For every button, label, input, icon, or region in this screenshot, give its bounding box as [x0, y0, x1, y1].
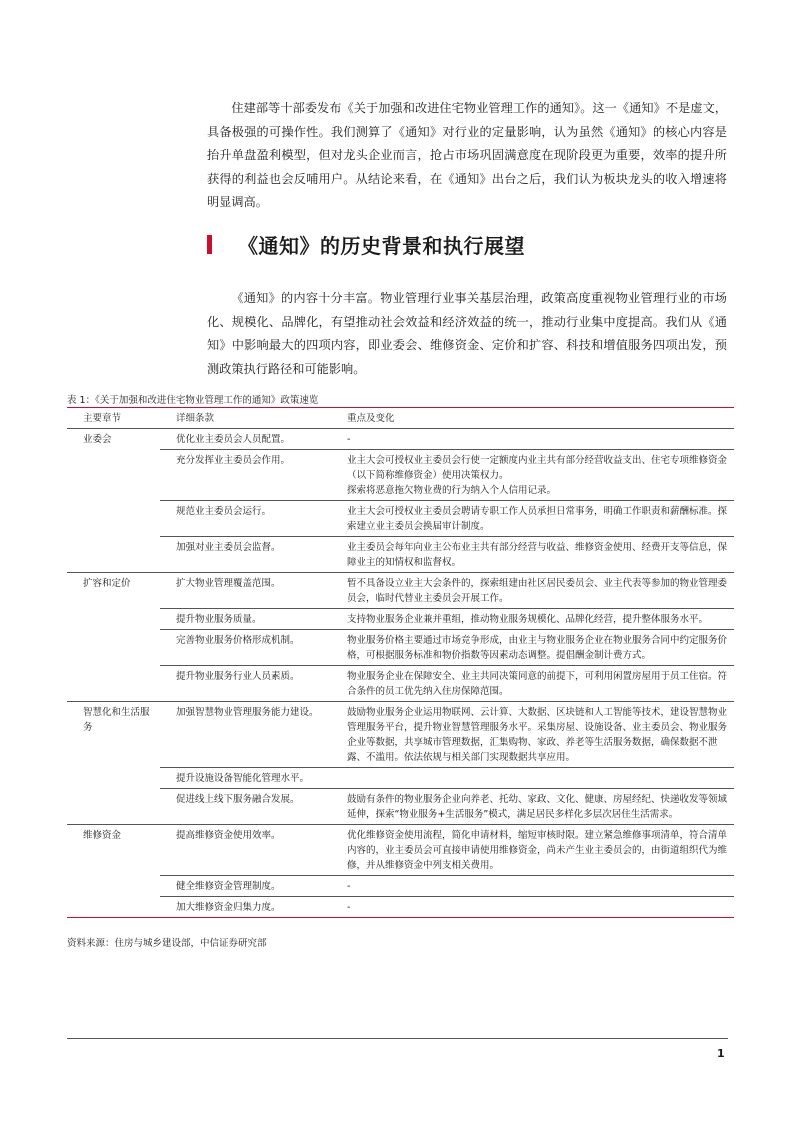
intro-paragraph: [207, 97, 727, 215]
row-clause: 完善物业服务价格形成机制。: [160, 630, 331, 666]
table-row: [67, 897, 734, 918]
intro-text: 住建部等十部委发布《关于加强和改进住宅物业管理工作的通知》。这一《通知》不是虚文，具备极强的可操作性。我们测算了《通知》对行业的定量影响，认为虽然《通知》的核心内容是抬升单盘盈利模型，但对龙头企业而言，抢占市场巩固满意度在现阶段更为重要，效率的提升所获得的利益也会反哺用户。从结论来看，在《通知》出台之后，我们认为板块龙头的收入增速将明显调高。: [207, 101, 727, 209]
row-detail: 业主大会可授权业主委员会聘请专职工作人员承担日常事务，明确工作职责和薪酬标准。探索建立业主委员会换届审计制度。: [331, 501, 734, 537]
row-detail: 鼓励物业服务企业运用物联网、云计算、大数据、区块链和人工智能等技术，建设智慧物业管理服务平台，提升物业智慧管理服务水平。采集房屋、设施设备、业主委员会、物业服务企业等数据，共享城市管理数据，汇集购物、家政、养老等生活服务数据，确保数据不泄露、不滥用。依法依规与相关部门实现数据共享应用。: [331, 702, 734, 768]
table-row: [67, 702, 734, 768]
table-header-row: [67, 408, 734, 429]
row-chapter: [67, 501, 160, 537]
row-detail: -: [331, 876, 734, 897]
row-chapter: [67, 666, 160, 702]
table-row: [67, 429, 734, 450]
footer-rule: [67, 1038, 728, 1039]
row-chapter: 智慧化和生活服务: [83, 707, 150, 733]
row-clause: 充分发挥业主委员会作用。: [160, 450, 331, 501]
row-chapter: [67, 897, 160, 918]
row-clause: 扩大物业管理覆盖范围。: [160, 573, 331, 609]
row-chapter: [67, 450, 160, 501]
row-chapter: [67, 537, 160, 573]
row-clause: 提高维修资金使用效率。: [160, 825, 331, 876]
table-row: [67, 537, 734, 573]
table-row: [67, 501, 734, 537]
table-row: [67, 789, 734, 825]
row-clause: 加强智慧物业管理服务能力建设。: [160, 702, 331, 768]
row-detail: 暂不具备设立业主大会条件的，探索组建由社区居民委员会、业主代表等参加的物业管理委员会，临时代替业主委员会开展工作。: [331, 573, 734, 609]
row-detail: -: [331, 897, 734, 918]
row-clause: 规范业主委员会运行。: [160, 501, 331, 537]
row-detail: 支持物业服务企业兼并重组，推动物业服务规模化、品牌化经营，提升整体服务水平。: [331, 609, 734, 630]
row-clause: 提升物业服务行业人员素质。: [160, 666, 331, 702]
row-detail: 物业服务价格主要通过市场竞争形成，由业主与物业服务企业在物业服务合同中约定服务价格，可根据服务标准和物价指数等因素动态调整。提倡酬金制计费方式。: [331, 630, 734, 666]
section-heading: [207, 229, 525, 259]
row-chapter: 扩容和定价: [83, 578, 131, 589]
table-row: [67, 450, 734, 501]
row-clause: 提升物业服务质量。: [160, 609, 331, 630]
header-chapter: 主要章节: [67, 408, 160, 429]
table-row: [67, 768, 734, 789]
row-detail: [331, 768, 734, 789]
table-row: [67, 573, 734, 609]
row-clause: 加强对业主委员会监督。: [160, 537, 331, 573]
row-detail: -: [331, 429, 734, 450]
row-chapter: 业委会: [83, 434, 112, 445]
header-detail: 重点及变化: [331, 408, 734, 429]
row-detail: 物业服务企业在保障安全、业主共同决策同意的前提下，可利用闲置房屋用于员工住宿。符合条件的员工优先纳入住房保障范围。: [331, 666, 734, 702]
row-chapter: [67, 630, 160, 666]
source-note: 资料来源：住房与城乡建设部，中信证券研究部: [67, 938, 267, 949]
header-clause: 详细条款: [160, 408, 331, 429]
row-detail: 优化维修资金使用流程，简化申请材料，缩短审核时限。建立紧急维修事项清单，符合清单内容的，业主委员会可直接申请使用维修资金，尚未产生业主委员会的，由街道组织代为维修，并从维修资金中列支相关费用。: [331, 825, 734, 876]
row-chapter: [67, 768, 160, 789]
row-clause: 提升设施设备智能化管理水平。: [160, 768, 331, 789]
row-detail: 业主大会可授权业主委员会行使一定额度内业主共有部分经营收益支出、住宅专项维修资金（以下简称维修资金）使用决策权力。 探索将恶意拖欠物业费的行为纳入个人信用记录。: [331, 450, 734, 501]
row-chapter: [67, 789, 160, 825]
row-chapter: 维修资金: [83, 830, 122, 841]
row-clause: 健全维修资金管理制度。: [160, 876, 331, 897]
row-chapter: [67, 609, 160, 630]
row-clause: 优化业主委员会人员配置。: [160, 429, 331, 450]
row-detail: 业主委员会每年向业主公布业主共有部分经营与收益、维修资金使用、经费开支等信息，保障业主的知情权和监督权。: [331, 537, 734, 573]
table-row: [67, 666, 734, 702]
row-clause: 加大维修资金归集力度。: [160, 897, 331, 918]
table-caption: 表 1：《关于加强和改进住宅物业管理工作的通知》政策速览: [67, 395, 319, 406]
section-marker: [207, 235, 212, 254]
page-number: 1: [717, 1047, 725, 1060]
table-row: [67, 630, 734, 666]
row-chapter: [67, 876, 160, 897]
table-row: [67, 876, 734, 897]
section-paragraph: [207, 287, 727, 381]
policy-table: [67, 407, 734, 918]
row-clause: 促进线上线下服务融合发展。: [160, 789, 331, 825]
section-text: 《通知》的内容十分丰富。物业管理行业事关基层治理，政策高度重视物业管理行业的市场化、规模化、品牌化，有望推动社会效益和经济效益的统一，推动行业集中度提高。我们从《通知》中影响最大的四项内容，即业委会、维修资金、定价和扩容、科技和增值服务四项出发，预测政策执行路径和可能影响。: [207, 291, 727, 376]
table-row: [67, 609, 734, 630]
row-detail: 鼓励有条件的物业服务企业向养老、托幼、家政、文化、健康、房屋经纪、快递收发等领域延伸，探索“物业服务+生活服务”模式，满足居民多样化多层次居住生活需求。: [331, 789, 734, 825]
table-row: [67, 825, 734, 876]
section-title: 《通知》的历史背景和执行展望: [238, 233, 525, 258]
